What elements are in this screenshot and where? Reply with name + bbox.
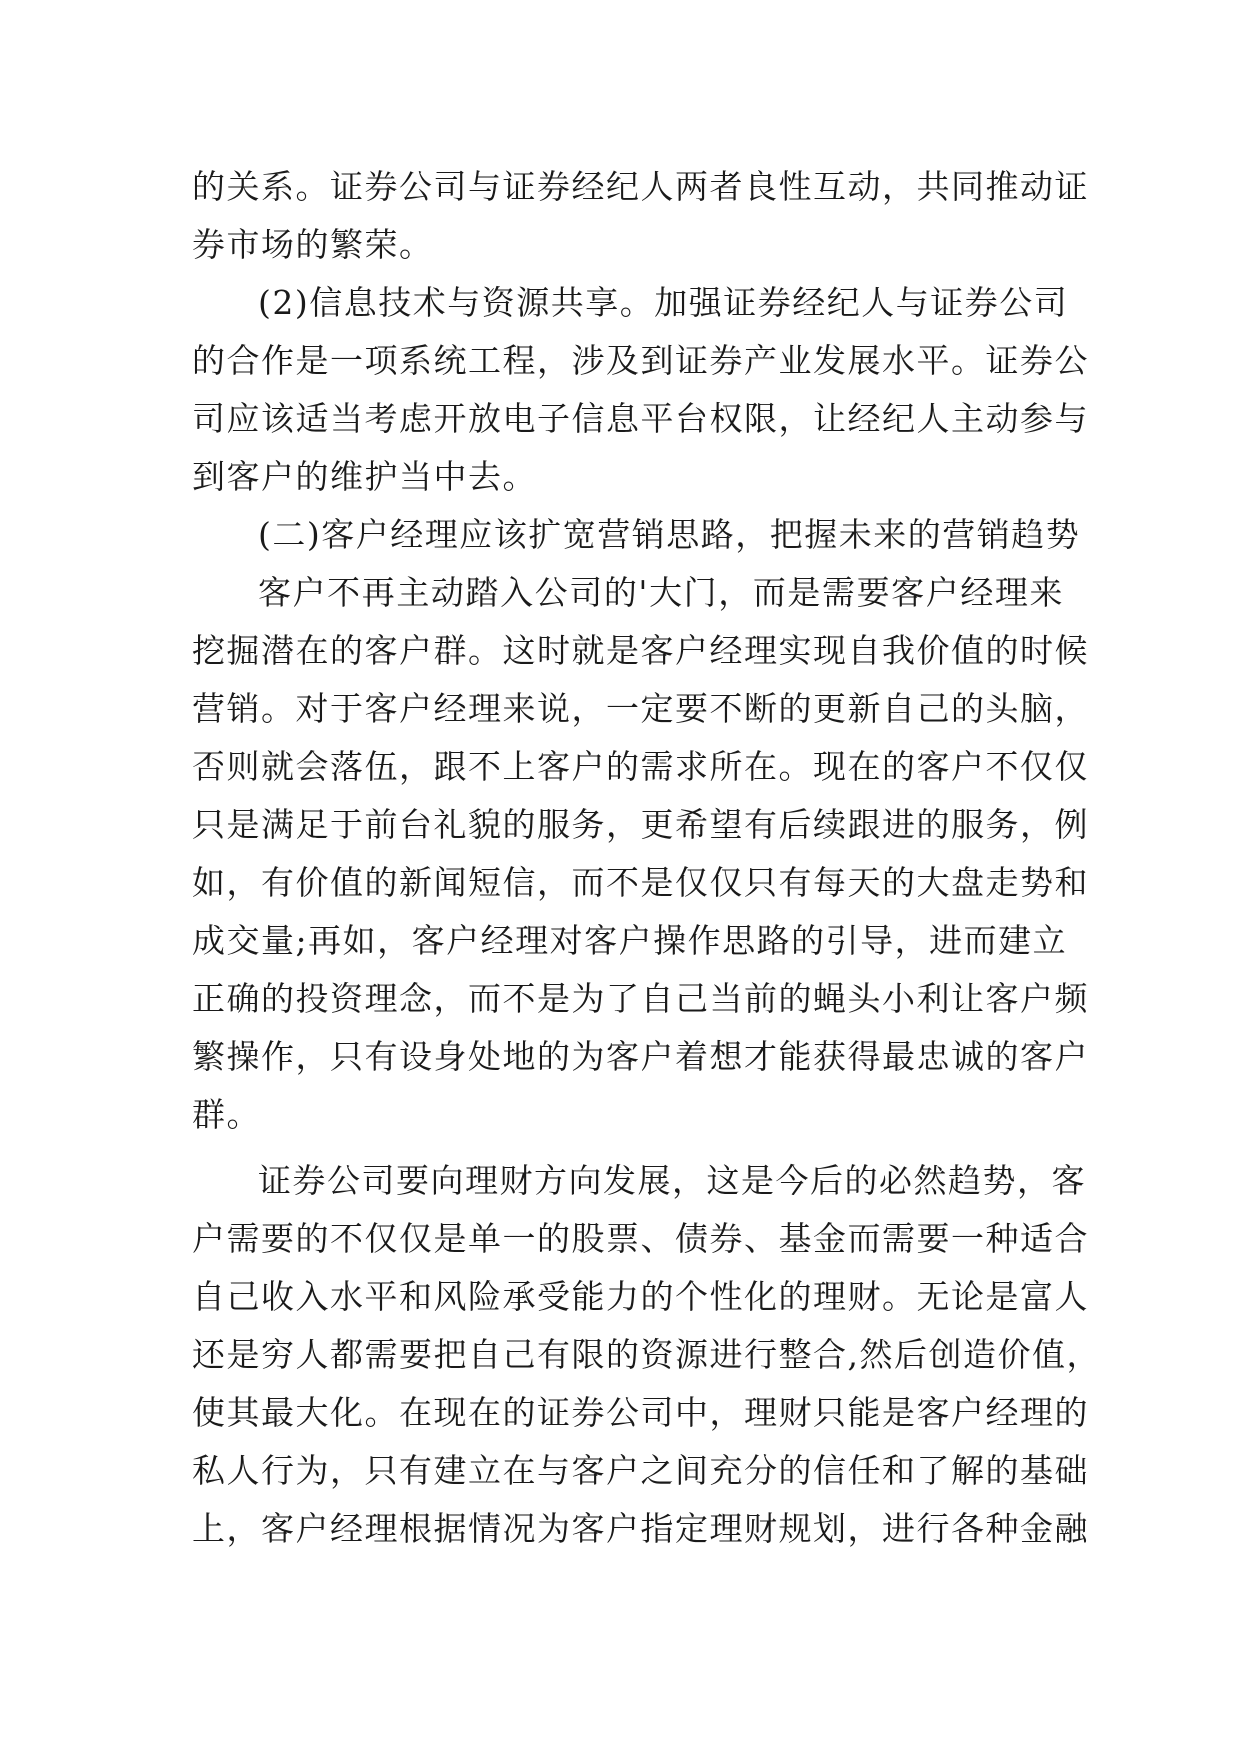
text-line: (2)信息技术与资源共享。加强证券经纪人与证券公司	[258, 283, 1069, 322]
text-line: 的关系。证券公司与证券经纪人两者良性互动，共同推动证	[192, 167, 1089, 206]
text-line: 户需要的不仅仅是单一的股票、债券、基金而需要一种适合	[192, 1219, 1089, 1258]
text-line: 客户不再主动踏入公司的'大门，而是需要客户经理来	[258, 573, 1064, 612]
text-line: 否则就会落伍，跟不上客户的需求所在。现在的客户不仅仅	[192, 747, 1089, 786]
text-line: 自己收入水平和风险承受能力的个性化的理财。无论是富人	[192, 1277, 1089, 1316]
text-line: 繁操作，只有设身处地的为客户着想才能获得最忠诚的客户	[192, 1037, 1089, 1076]
text-line: 到客户的维护当中去。	[192, 457, 537, 496]
document-body	[192, 158, 1101, 1558]
text-line: 营销。对于客户经理来说，一定要不断的更新自己的头脑，	[192, 689, 1089, 728]
text-line: 私人行为，只有建立在与客户之间充分的信任和了解的基础	[192, 1451, 1089, 1490]
paragraph-gap	[192, 1144, 1064, 1152]
text-line: 券市场的繁荣。	[192, 225, 434, 264]
text-line: 还是穷人都需要把自己有限的资源进行整合,然后创造价值，	[192, 1335, 1101, 1374]
text-line: 如，有价值的新闻短信，而不是仅仅只有每天的大盘走势和	[192, 863, 1089, 902]
text-line: 挖掘潜在的客户群。这时就是客户经理实现自我价值的时候	[192, 631, 1089, 670]
text-line: 成交量;再如，客户经理对客户操作思路的引导，进而建立	[192, 921, 1068, 960]
text-line: 证券公司要向理财方向发展，这是今后的必然趋势，客	[258, 1161, 1086, 1200]
text-line: 使其最大化。在现在的证券公司中，理财只能是客户经理的	[192, 1393, 1089, 1432]
text-line: (二)客户经理应该扩宽营销思路，把握未来的营销趋势	[258, 515, 1081, 554]
text-line: 群。	[192, 1095, 261, 1134]
text-line: 正确的投资理念，而不是为了自己当前的蝇头小利让客户频	[192, 979, 1089, 1018]
text-line: 上，客户经理根据情况为客户指定理财规划，进行各种金融	[192, 1509, 1089, 1548]
text-line: 的合作是一项系统工程，涉及到证券产业发展水平。证券公	[192, 341, 1089, 380]
text-line: 司应该适当考虑开放电子信息平台权限，让经纪人主动参与	[192, 399, 1089, 438]
text-line: 只是满足于前台礼貌的服务，更希望有后续跟进的服务，例	[192, 805, 1089, 844]
